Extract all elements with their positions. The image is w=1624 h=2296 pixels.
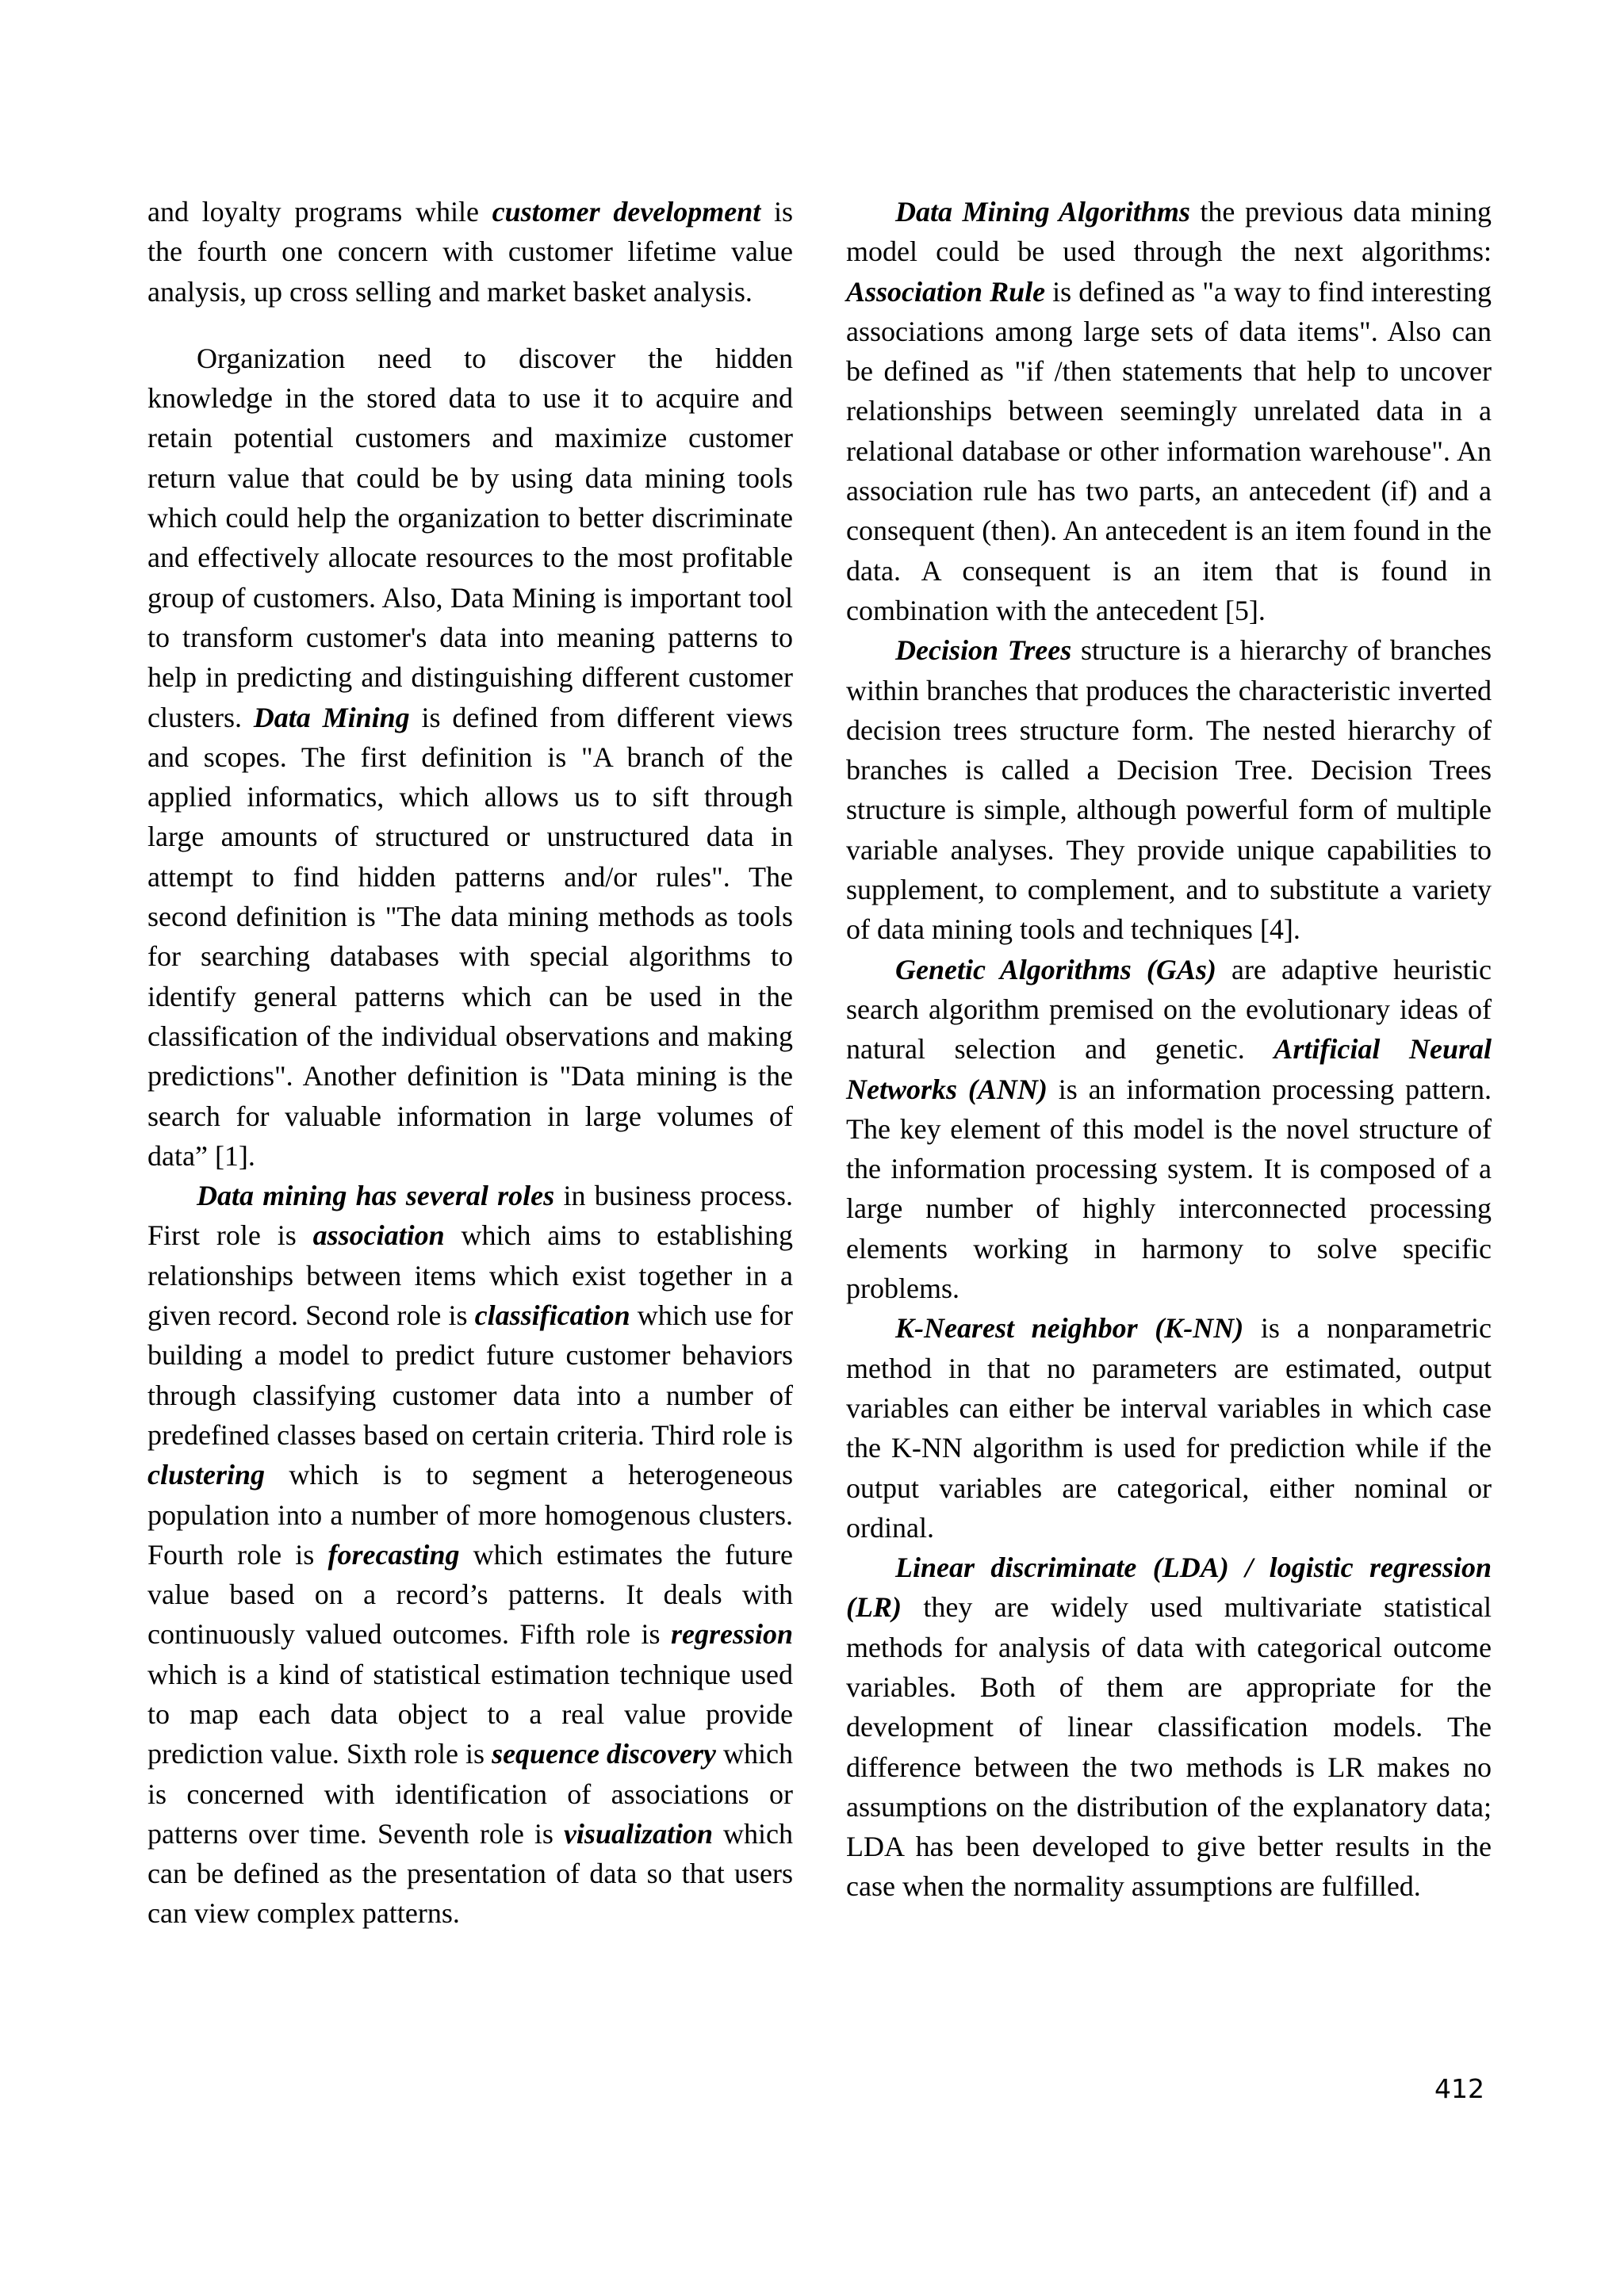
paragraph-association-rule (846, 192, 1492, 630)
text-run: which aims to establishing relationships between items which exist together in a given record. Second role is (147, 1219, 793, 1332)
text-run: which estimates the future value based on a record’s patterns. It deals with continuously valued outcomes. Fifth role is (147, 1538, 793, 1651)
text-run: are adaptive heuristic search algorithm premised on the evolutionary ideas of natural selection and genetic. (846, 953, 1492, 1066)
paragraph-linear-discriminate (846, 1548, 1492, 1907)
left-column (147, 192, 793, 1934)
emphasis-term: Data Mining (253, 701, 410, 733)
emphasis-term: association (312, 1219, 445, 1252)
text-run: the previous data mining model could be used through the next algorithms: (846, 196, 1492, 268)
emphasis-term: regression (670, 1618, 793, 1651)
emphasis-term: classification (474, 1299, 630, 1332)
text-run: is defined from different views and scopes. The first definition is "A branch of the applied informatics, which allows us to sift through large amounts of structured or unstructured data in attempt to find hidden patterns and/or rules". The second definition is "The data mining methods as tools for searching databases with special algorithms to identify general patterns which can be used in the classification of the individual observations and making predictions". Another definition is "Data mining is the search for valuable information in large volumes of data” [1]. (147, 701, 794, 1172)
emphasis-term: visualization (563, 1817, 714, 1850)
emphasis-term: Data Mining Algorithms (895, 196, 1190, 228)
paragraph-genetic-algorithms (846, 950, 1492, 1309)
text-run: which can be defined as the presentation of data so that users can view complex patterns. (147, 1817, 794, 1930)
emphasis-term: Artificial Neural Networks (ANN) (846, 1033, 1492, 1105)
paragraph-data-mining-definition (147, 339, 793, 1176)
emphasis-term: Association Rule (846, 275, 1046, 308)
paragraph-k-nearest-neighbor (846, 1308, 1492, 1548)
text-run: is the fourth one concern with customer lifetime value analysis, up cross selling and market basket analysis. (147, 196, 793, 308)
text-run: in business process. First role is (147, 1180, 793, 1252)
emphasis-term: clustering (147, 1459, 266, 1491)
text-run: structure is a hierarchy of branches within branches that produces the characteristic inverted decision trees structure form. The nested hierarchy of branches is called a Decision Tree. Decision Trees structure is simple, although powerful form of multiple variable analyses. They provide unique capabilities to supplement, to complement, and to substitute a variety of data mining tools and techniques [4]. (846, 634, 1492, 946)
paragraph-data-mining-roles (147, 1176, 793, 1934)
emphasis-term: K-Nearest neighbor (K-NN) (895, 1312, 1244, 1345)
emphasis-term: forecasting (327, 1538, 460, 1571)
page-number: 412 (1434, 2073, 1484, 2104)
paragraph-customer-development (147, 192, 793, 312)
right-column (846, 192, 1492, 1907)
text-run: is a nonparametric method in that no parameters are estimated, output variables can either be interval variables in which case the K-NN algorithm is used for prediction while if the output variables are categorical, either nominal or ordinal. (846, 1312, 1492, 1544)
emphasis-term: Genetic Algorithms (GAs) (895, 953, 1216, 985)
text-run: which use for building a model to predict future customer behaviors through classifying customer data into a number of predefined classes based on certain criteria. Third role is (147, 1299, 793, 1451)
text-run: which is a kind of statistical estimation technique used to map each data object to a real value provide prediction value. Sixth role is (147, 1658, 793, 1770)
text-run: Organization need to discover the hidden knowledge in the stored data to use it to acquire and retain potential customers and maximize customer return value that could be by using data mining tools which could help the organization to better discriminate and effectively allocate resources to the most profitable group of customers. Also, Data Mining is important tool to transform customer's data into meaning patterns to help in predicting and distinguishing different customer clusters. (147, 342, 793, 733)
text-run: and loyalty programs while (147, 196, 492, 228)
emphasis-term: Data mining has several roles (197, 1180, 555, 1212)
emphasis-term: Linear discriminate (LDA) / logistic regression (LR) (846, 1552, 1492, 1624)
emphasis-term: customer development (492, 196, 761, 228)
emphasis-term: Decision Trees (895, 634, 1072, 667)
text-run: is an information processing pattern. The key element of this model is the novel structure of the information processing system. It is composed of a large number of highly interconnected processing elements working in harmony to solve specific problems. (846, 1073, 1492, 1305)
text-run: they are widely used multivariate statistical methods for analysis of data with categorical outcome variables. Both of them are appropriate for the development of linear classification models. The difference between the two methods is LR makes no assumptions on the distribution of the explanatory data; LDA has been developed to give better results in the case when the normality assumptions are fulfilled. (846, 1591, 1492, 1903)
paragraph-decision-trees (846, 630, 1492, 949)
emphasis-term: sequence discovery (492, 1738, 716, 1770)
text-run: which is to segment a heterogeneous population into a number of more homogenous clusters. Fourth role is (147, 1459, 793, 1571)
text-run: is defined as "a way to find interesting associations among large sets of data items". Also can be defined as "if /then statements that help to uncover relationships between seemingly unrelated data in a relational database or other information warehouse". An association rule has two parts, an antecedent (if) and a consequent (then). An antecedent is an item found in the data. A consequent is an item that is found in combination with the antecedent [5]. (846, 275, 1492, 626)
text-run: which is concerned with identification of associations or patterns over time. Seventh role is (147, 1738, 794, 1850)
